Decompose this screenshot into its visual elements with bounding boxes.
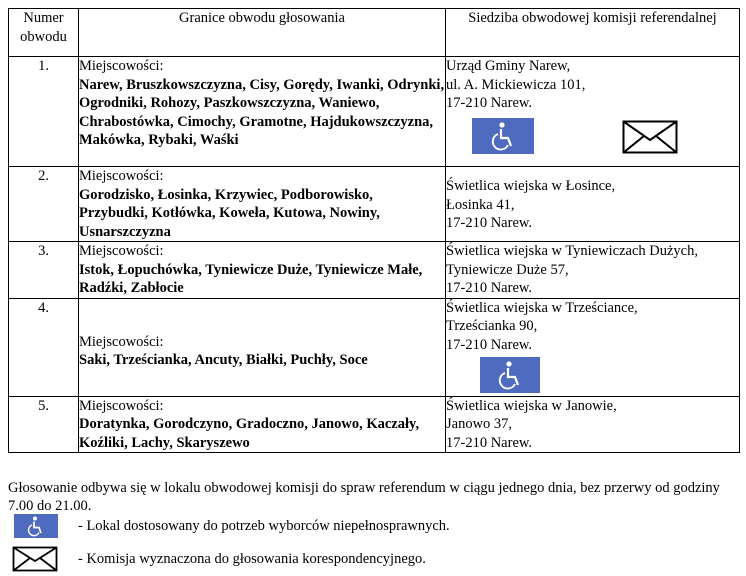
wheelchair-icon [472, 118, 534, 154]
district-number: 2. [9, 167, 79, 242]
table-row [9, 167, 740, 242]
seat-line: 17-210 Narew. [446, 280, 533, 296]
district-boundaries [79, 57, 446, 167]
district-number: 1. [9, 57, 79, 167]
header-number: Numer obwodu [9, 9, 79, 57]
seat-line: 17-210 Narew. [446, 95, 533, 111]
places-list: Istok, Łopuchówka, Tyniewicze Duże, Tyniewicze Małe, Radźki, Zabłocie [79, 261, 423, 296]
wheelchair-icon [480, 357, 540, 393]
places-label: Miejscowości: [79, 58, 164, 74]
places-list: Doratynka, Gorodczyno, Gradoczno, Janowo, Kaczały, Koźliki, Lachy, Skaryszewo [79, 416, 420, 451]
seat-line: 17-210 Narew. [446, 434, 533, 451]
envelope-icon [12, 546, 58, 572]
seat-line: Urząd Gminy Narew, [446, 58, 571, 74]
seat-line: Świetlica wiejska w Janowie, [446, 397, 617, 414]
seat-line: Świetlica wiejska w Trześciance, [446, 299, 638, 316]
places-label: Miejscowości: [79, 333, 164, 350]
district-number: 5. [9, 396, 79, 453]
legend-wheelchair [8, 514, 708, 540]
seat-line: ul. A. Mickiewicza 101, [446, 76, 586, 93]
seat-line: Trześcianka 90, [446, 318, 538, 334]
district-seat [446, 167, 740, 242]
seat-icons [446, 118, 739, 158]
legend-envelope [8, 544, 708, 570]
district-number: 4. [9, 298, 79, 396]
table-row [9, 57, 740, 167]
district-seat [446, 57, 740, 167]
table-row [9, 396, 740, 453]
legend-envelope-text: - Komisja wyznaczona do głosowania korespondencyjnego. [78, 551, 426, 567]
places-label: Miejscowości: [79, 168, 164, 184]
places-list: Narew, Bruszkowszczyzna, Cisy, Gorędy, Iwanki, Odrynki, Ogrodniki, Rohozy, Paszkowszczyzna, Waniewo, Chrabostówka, Cimochy, Gramotne, Hajdukowszczyzna, Makówka, Rybaki, Waśki [79, 76, 445, 148]
places-list: Saki, Trześcianka, Ancuty, Białki, Puchły, Soce [79, 352, 368, 368]
table-header-row [9, 9, 740, 57]
seat-icons [446, 357, 739, 395]
district-seat [446, 298, 740, 396]
places-label: Miejscowości: [79, 243, 164, 259]
seat-line: Świetlica wiejska w Tyniewiczach Dużych, [446, 243, 698, 259]
seat-line: 17-210 Narew. [446, 215, 533, 231]
district-boundaries [79, 298, 446, 396]
places-label: Miejscowości: [79, 397, 164, 414]
seat-line: Tyniewicze Duże 57, [446, 261, 569, 278]
table-row [9, 242, 740, 299]
legend-wheelchair-text: - Lokal dostosowany do potrzeb wyborców niepełnosprawnych. [78, 518, 450, 534]
district-number: 3. [9, 242, 79, 299]
wheelchair-icon [14, 514, 58, 538]
seat-line: Janowo 37, [446, 416, 513, 432]
district-boundaries [79, 396, 446, 453]
places-list: Gorodzisko, Łosinka, Krzywiec, Podborowisko, Przybudki, Kotłówka, Koweła, Kutowa, Nowiny, Usnarszczyzna [79, 186, 380, 240]
district-boundaries [79, 167, 446, 242]
voting-districts-table [8, 8, 740, 453]
seat-line: Świetlica wiejska w Łosince, [446, 178, 616, 194]
seat-line: 17-210 Narew. [446, 336, 533, 353]
envelope-icon [622, 120, 678, 154]
district-boundaries [79, 242, 446, 299]
table-row [9, 298, 740, 396]
header-boundaries: Granice obwodu głosowania [79, 9, 446, 57]
seat-line: Łosinka 41, [446, 196, 515, 213]
header-seat: Siedziba obwodowej komisji referendalnej [446, 9, 740, 57]
voting-hours-note: Głosowanie odbywa się w lokalu obwodowej komisji do spraw referendum w ciągu jednego dnia, bez przerwy od godziny 7.00 do 21.00. [8, 480, 720, 514]
district-seat [446, 396, 740, 453]
district-seat [446, 242, 740, 299]
